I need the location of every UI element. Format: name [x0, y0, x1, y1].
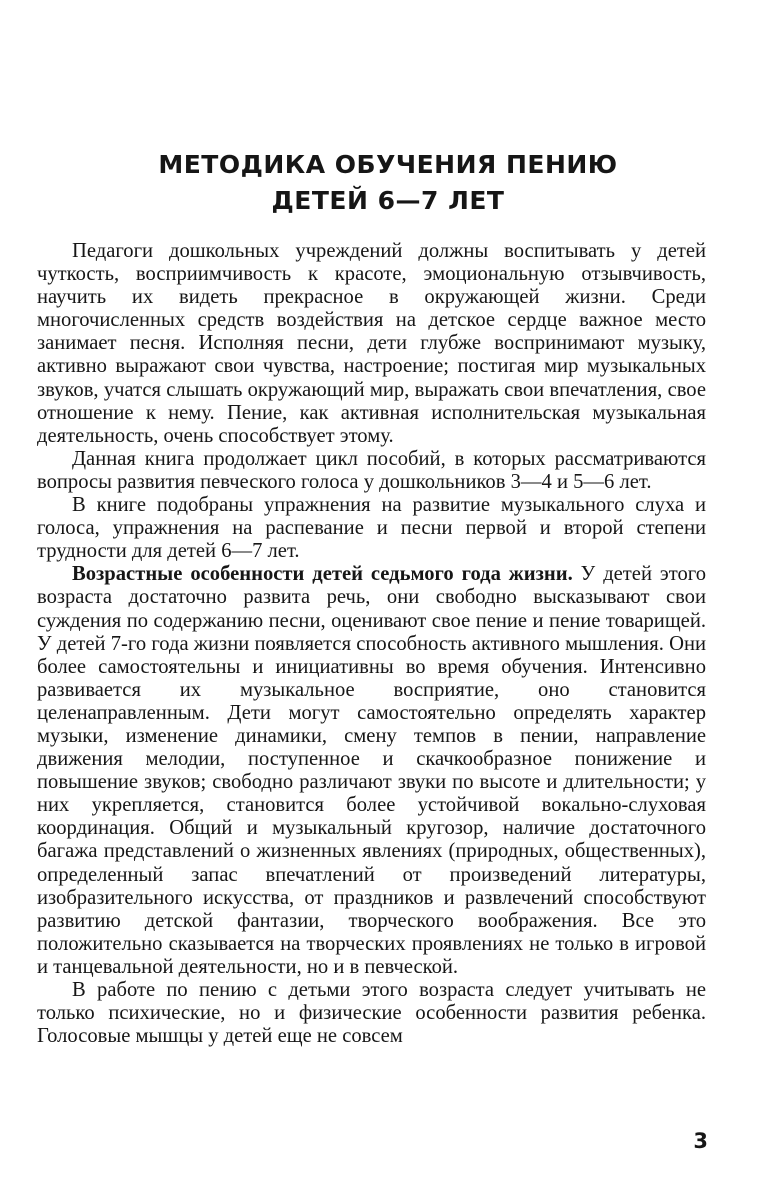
paragraph-exercises-text: В книге подобраны упражнения на развитие музыкального слуха и голоса, упражнения на распевание и песни первой и второй степени трудности для детей 6—7 лет.: [37, 494, 706, 563]
page-number: 3: [693, 1129, 708, 1153]
body-text: [37, 240, 706, 1048]
paragraph-age-features-heading: Возрастные особенности детей седьмого года жизни.: [72, 563, 573, 586]
paragraph-physical-features: [37, 979, 706, 1048]
paragraph-age-features-text: У детей этого возраста достаточно развита речь, они свободно высказывают свои суждения по содержанию песни, оценивают свое пение и пение товарищей. У детей 7-го года жизни появляется способность активного мышления. Они более самостоятельны и инициативны во время обучения. Интенсивно развивается их музыкальное восприятие, оно становится целенаправленным. Дети могут самостоятельно определять характер музыки, изменение динамики, смену темпов в пении, направление движения мелодии, поступенное и скачкообразное понижение и повышение звуков; свободно различают звуки по высоте и длительности; у них укрепляется, становится более устойчивой вокально-слуховая координация. Общий и музыкальный кругозор, наличие достаточного багажа представлений о жизненных явлениях (природных, общественных), определенный запас впечатлений от произведений литературы, изобразительного искусства, от праздников и развлечений способствуют развитию детской фантазии, творческого воображения. Все это положительно сказывается на творческих проявлениях не только в игровой и танцевальной деятельности, но и в певческой.: [37, 563, 706, 978]
paragraph-intro-text: Педагоги дошкольных учреждений должны воспитывать у детей чуткость, восприимчивость к красоте, эмоциональную отзывчивость, научить их видеть прекрасное в окружающей жизни. Среди многочисленных средств воздействия на детское сердце важное место занимает песня. Исполняя песни, дети глубже воспринимают музыку, активно выражают свои чувства, настроение; постигая мир музыкальных звуков, учатся слышать окружающий мир, выражать свои впечатления, свое отношение к нему. Пение, как активная исполнительская музыкальная деятельность, очень способствует этому.: [37, 240, 706, 447]
chapter-title-line-1: МЕТОДИКА ОБУЧЕНИЯ ПЕНИЮ: [158, 150, 618, 179]
paragraph-book-series: [37, 448, 706, 494]
paragraph-exercises: [37, 494, 706, 563]
paragraph-physical-features-text: В работе по пению с детьми этого возраста следует учитывать не только психические, но и физические особенности развития ребенка. Голосовые мышцы у детей еще не совсем: [37, 979, 706, 1048]
paragraph-intro: [37, 240, 706, 448]
chapter-title-line-2: ДЕТЕЙ 6—7 ЛЕТ: [271, 186, 505, 215]
paragraph-book-series-text: Данная книга продолжает цикл пособий, в которых рассматриваются вопросы развития певческого голоса у дошкольников 3—4 и 5—6 лет.: [37, 447, 706, 493]
paragraph-age-features: [37, 563, 706, 979]
